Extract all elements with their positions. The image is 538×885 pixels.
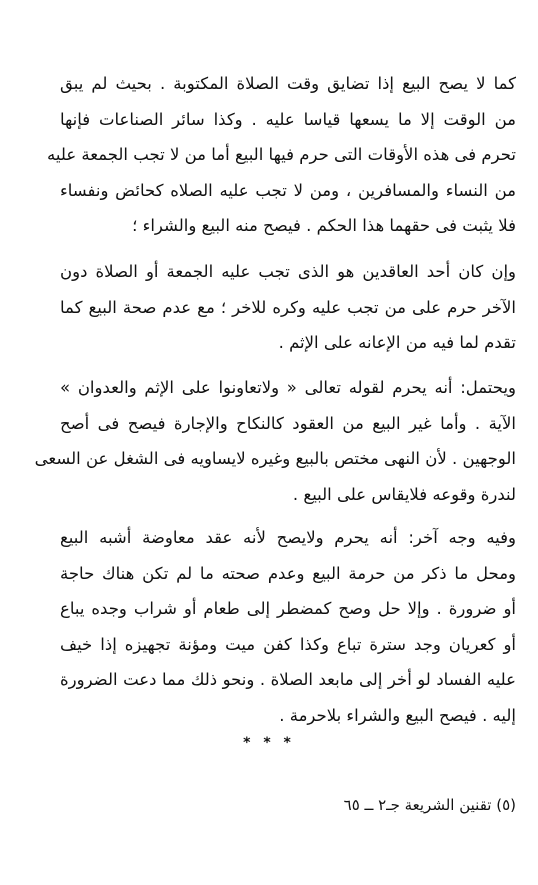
- text-line: لندرة وقوعه فلايقاس على البيع .: [292, 484, 516, 504]
- text-line: عليه الفساد لو أخر إلى مابعد الصلاة . ونحو ذلك مما دعت الضرورة: [60, 670, 516, 689]
- text-line: من الوقت إلا ما يسعها قياسا عليه . وكذا سائر الصناعات فإنها: [60, 109, 516, 129]
- text-line: ويحتمل: أنه يحرم لقوله تعالى « ولاتعاونوا على الإثم والعدوان »: [60, 378, 516, 397]
- paragraph-1: [47, 66, 516, 244]
- text-line: إليه . فيصح البيع والشراء بلاحرمة .: [279, 705, 516, 725]
- paragraph-2: [60, 254, 516, 361]
- section-separator: * * *: [243, 735, 295, 751]
- text-line: الوجهين . لأن النهى مختص بالبيع وغيره لايساويه فى الشغل عن السعى: [34, 449, 516, 468]
- text-line: وفيه وجه آخر: أنه يحرم ولايصح لأنه عقد معاوضة أشبه البيع: [60, 528, 516, 547]
- paragraph-3: [34, 370, 516, 512]
- text-line: تحرم فى هذه الأوقات التى حرم فيها البيع أما من لا تجب الجمعة عليه: [47, 145, 516, 164]
- text-line: من النساء والمسافرين ، ومن لا تجب عليه الصلاه كحائض ونفساء: [60, 180, 516, 200]
- text-line: تقدم لما فيه من الإعانه على الإثم .: [278, 333, 516, 352]
- text-line: فلا يثبت فى حقهما هذا الحكم . فيصح منه البيع والشراء ؛: [132, 216, 516, 235]
- page-footer: (٥) تقنين الشريعة جـ٢ ــ ٦٥: [343, 796, 516, 814]
- text-line: وإن كان أحد العاقدين هو الذى تجب عليه الجمعة أو الصلاة دون: [60, 262, 516, 281]
- text-line: أو كعريان وجد سترة تباع وكذا كفن ميت ومؤنة تجهيزه إذا خيف: [60, 634, 516, 654]
- text-line: أو ضرورة . وإلا حل وصح كمضطر إلى طعام أو شراب وجده يباع: [60, 599, 516, 618]
- text-line: الآخر حرم على من تجب عليه وكره للاخر ؛ مع عدم صحة البيع كما: [60, 297, 516, 317]
- text-line: الآية . وأما غير البيع من العقود كالنكاح والإجارة فيصح فى أصح: [60, 413, 516, 433]
- text-line: ومحل ما ذكر من حرمة البيع وعدم صحته ما لم تكن هناك حاجة: [60, 563, 516, 583]
- text-line: كما لا يصح البيع إذا تضايق وقت الصلاة المكتوبة . بحيث لم يبق: [60, 74, 516, 93]
- paragraph-4: [60, 520, 516, 733]
